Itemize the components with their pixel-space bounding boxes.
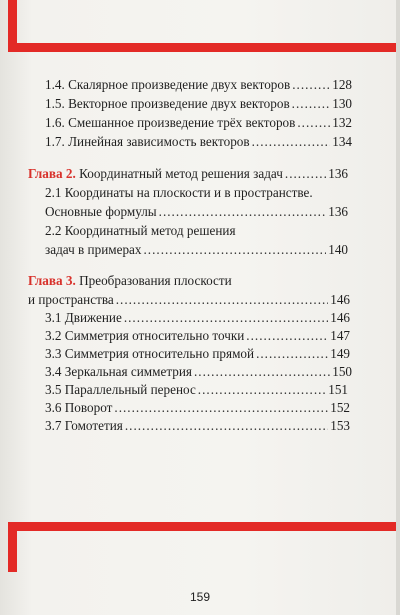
toc-entry-3-1: 3.1 Движение ..... 146 [45,310,350,326]
dot-leader [124,310,328,326]
toc-page-number: 150 [332,364,352,379]
toc-page-number: 146 [330,292,350,307]
toc-entry-1-4: 1.4. Скалярное произведение двух векторов ..... 128 [45,77,352,93]
red-frame-bottom [8,522,400,572]
dot-leader [114,400,328,416]
toc-page-number: 152 [330,400,350,415]
dot-leader [198,382,326,398]
page-edge-shadow [396,0,400,615]
toc-page-number: 140 [328,242,348,257]
toc-page-number: 128 [332,77,352,92]
dot-leader [285,166,326,182]
toc-page-number: 149 [330,346,350,361]
toc-page-number: 136 [328,204,348,219]
chapter-title: Координатный метод решения задач [75,166,283,181]
dot-leader [292,77,330,93]
toc-page-number: 146 [330,310,350,325]
toc-entry-1-5: 1.5. Векторное произведение двух векторов ..... 130 [45,96,352,112]
red-frame-top [8,0,400,52]
dot-leader [246,328,328,344]
chapter-label: Глава 2. [28,166,76,181]
dot-leader [159,204,327,220]
toc-page-number: 130 [332,96,352,111]
toc-page-number: 153 [330,418,350,433]
toc-page-number: 132 [332,115,352,130]
toc-entry-3-6: 3.6 Поворот ..... 152 [45,400,350,416]
toc-entry-3-3: 3.3 Симметрия относительно прямой ..... 149 [45,346,350,362]
dot-leader [144,242,327,258]
toc-chapter-3-line1 [28,273,232,289]
chapter-label: Глава 3. [28,273,76,288]
toc-chapter-2 [28,166,348,182]
toc-entry-2-2-line1: 2.2 Координатный метод решения [45,223,236,238]
toc-entry-1-6: 1.6. Смешанное произведение трёх векторов ..... 132 [45,115,352,131]
toc-entry-1-7: 1.7. Линейная зависимость векторов ..... 134 [45,134,352,150]
dot-leader [292,96,331,112]
toc-entry-2-2: задач в примерах ..... 140 [45,242,348,258]
dot-leader [256,346,328,362]
page-number: 159 [189,590,211,604]
dot-leader [194,364,330,380]
toc-entry-3-5: 3.5 Параллельный перенос ..... 151 [45,382,348,398]
toc-entry-3-7: 3.7 Гомотетия ..... 153 [45,418,350,434]
toc-entry-2-1-line1: 2.1 Координаты на плоскости и в пространстве. [45,185,313,200]
toc-page-number: 136 [328,166,348,181]
toc-entry-3-2: 3.2 Симметрия относительно точки ..... 147 [45,328,350,344]
toc-page-number: 151 [328,382,348,397]
dot-leader [125,418,328,434]
toc-entry-3-4: 3.4 Зеркальная симметрия ..... 150 [45,364,352,380]
chapter-title: Преобразования плоскости [75,273,232,288]
toc-entry-2-1: Основные формулы ..... 136 [45,204,348,220]
toc-chapter-3: и пространства ..... 146 [28,292,350,308]
toc-page-number: 147 [330,328,350,343]
dot-leader [116,292,328,308]
dot-leader [252,134,331,150]
toc-page-number: 134 [332,134,352,149]
dot-leader [297,115,330,131]
